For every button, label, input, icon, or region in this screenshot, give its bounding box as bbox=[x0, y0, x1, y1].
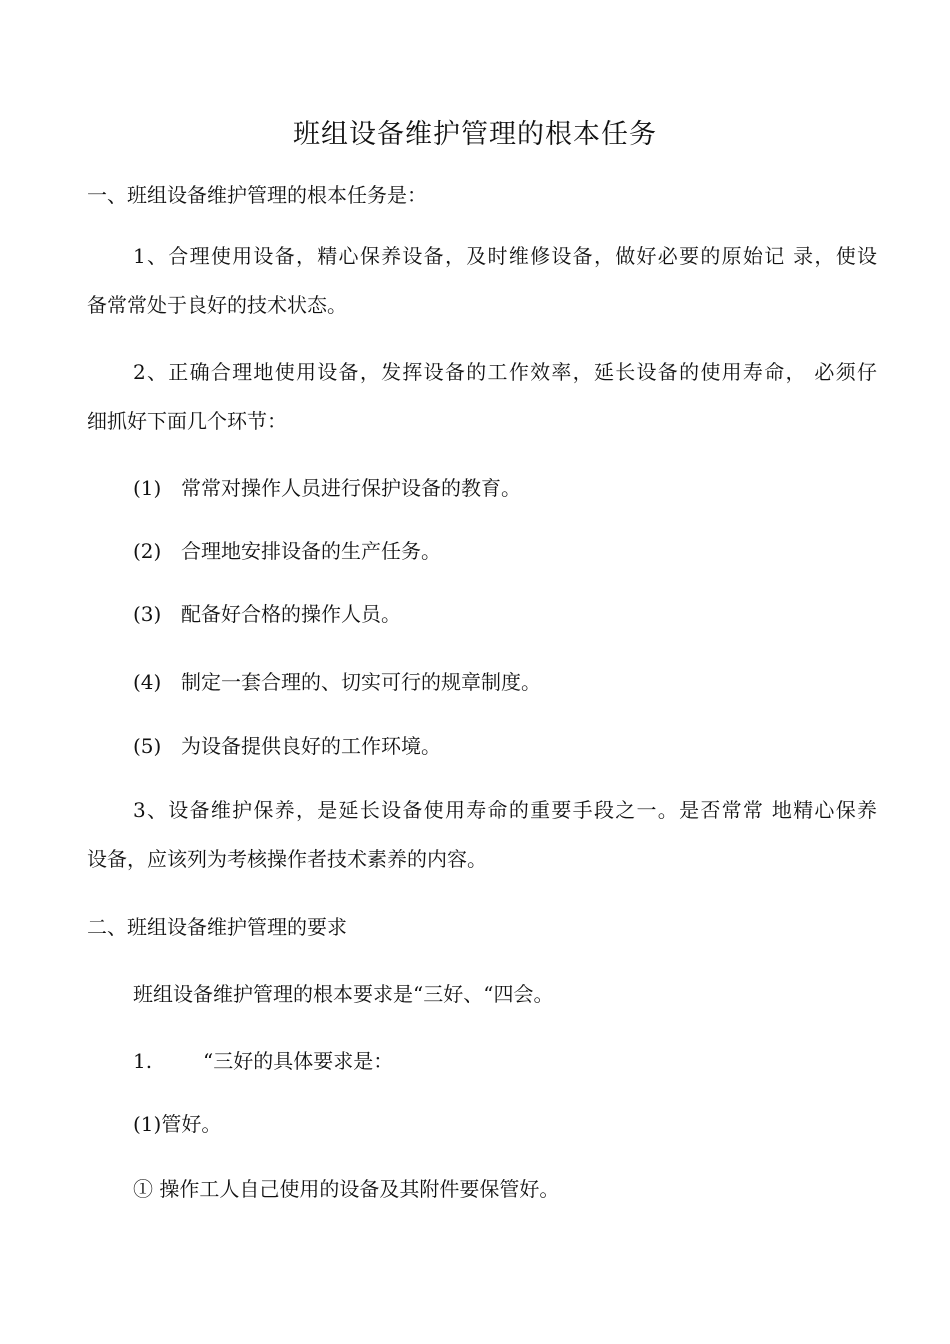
list-item-number: (3) bbox=[133, 602, 162, 626]
subsection-1a-item-1: ① 操作工人自己使用的设备及其附件要保管好。 bbox=[133, 1177, 560, 1201]
list-item-number: (2) bbox=[133, 539, 162, 563]
paragraph-1-line-2: 备常常处于良好的技术状态。 bbox=[87, 293, 347, 317]
list-item bbox=[133, 668, 541, 696]
section-2-intro: 班组设备维护管理的根本要求是“三好、“四会。 bbox=[133, 982, 554, 1006]
list-item bbox=[133, 537, 441, 565]
section-2-heading: 二、班组设备维护管理的要求 bbox=[87, 915, 347, 939]
paragraph-3-line-2: 设备，应该列为考核操作者技术素养的内容。 bbox=[87, 847, 487, 871]
paragraph-2-line-2: 细抓好下面几个环节： bbox=[87, 409, 287, 433]
list-item-number: (5) bbox=[133, 734, 162, 758]
subsection-1-text: “三好的具体要求是： bbox=[203, 1049, 394, 1073]
list-item bbox=[133, 732, 441, 760]
list-item-text: 制定一套合理的、切实可行的规章制度。 bbox=[181, 670, 541, 694]
paragraph-1-line-1: 1、合理使用设备，精心保养设备，及时维修设备，做好必要的原始记 录，使设 bbox=[133, 244, 877, 268]
list-item bbox=[133, 474, 521, 502]
subsection-1 bbox=[133, 1047, 393, 1075]
list-item-text: 合理地安排设备的生产任务。 bbox=[181, 539, 441, 563]
subsection-1a: (1)管好。 bbox=[133, 1112, 222, 1136]
paragraph-3-line-1: 3、设备维护保养，是延长设备使用寿命的重要手段之一。是否常常 地精心保养 bbox=[133, 798, 877, 822]
section-1-heading: 一、班组设备维护管理的根本任务是： bbox=[87, 183, 427, 207]
subsection-1-number: 1. bbox=[133, 1049, 153, 1073]
list-item-text: 常常对操作人员进行保护设备的教育。 bbox=[181, 476, 521, 500]
page-title: 班组设备维护管理的根本任务 bbox=[293, 119, 657, 150]
list-item bbox=[133, 600, 401, 628]
list-item-text: 为设备提供良好的工作环境。 bbox=[181, 734, 441, 758]
list-item-text: 配备好合格的操作人员。 bbox=[181, 602, 401, 626]
list-item-number: (4) bbox=[133, 670, 162, 694]
paragraph-2-line-1: 2、正确合理地使用设备，发挥设备的工作效率，延长设备的使用寿命， 必须仔 bbox=[133, 360, 877, 384]
list-item-number: (1) bbox=[133, 476, 162, 500]
